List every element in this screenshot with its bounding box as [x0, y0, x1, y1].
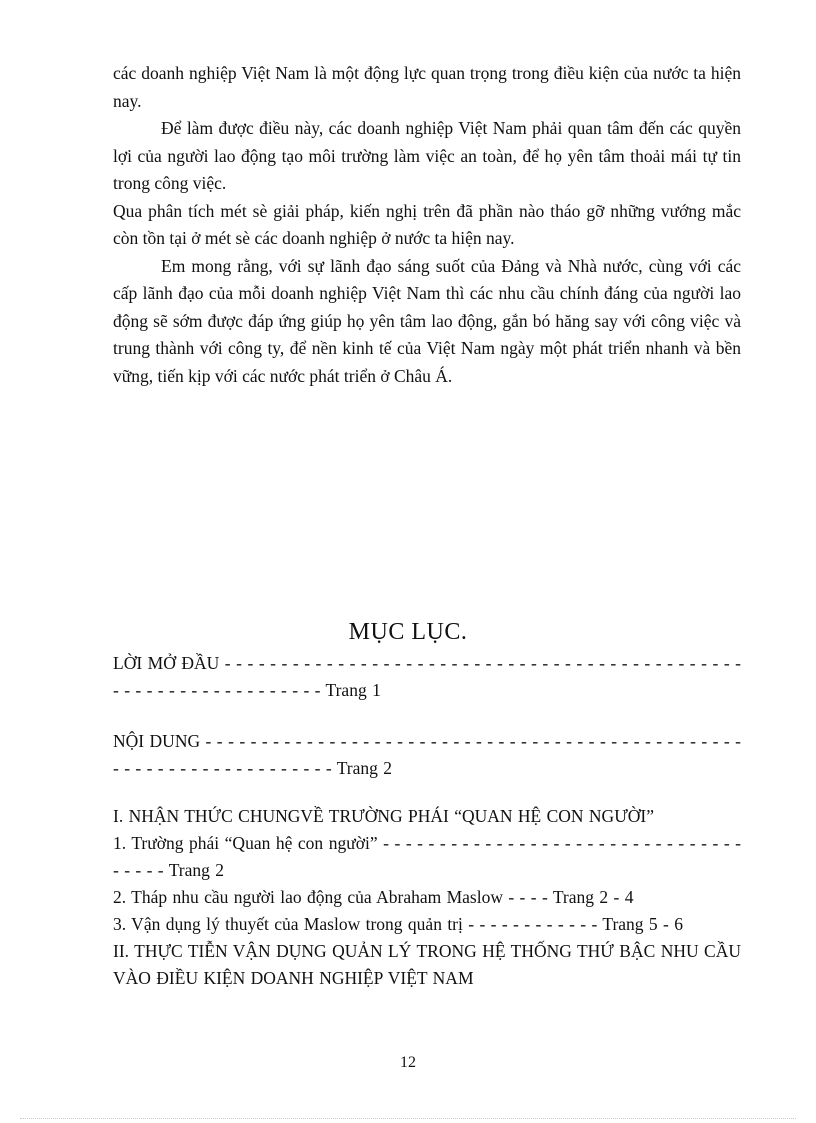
toc-item: 3. Vận dụng lý thuyết của Maslow trong quản trị - - - - - - - - - - - - Trang 5 - 6 — [113, 914, 683, 934]
paragraph: Để làm được điều này, các doanh nghiệp Việt Nam phải quan tâm đến các quyền lợi của người lao động tạo môi trường làm việc an toàn, để họ yên tâm thoải mái tự tin trong công việc. — [113, 118, 741, 193]
paragraph: các doanh nghiệp Việt Nam là một động lực quan trọng trong điều kiện của nước ta hiện nay. — [113, 63, 741, 111]
toc-item: 1. Trường phái “Quan hệ con người” - - - - - - - - - - - - - - - - - - - - - - - - - - - - - - - - - - - - - Trang 2 — [113, 833, 741, 880]
toc-entry-loi-mo-dau — [113, 650, 741, 704]
toc-sections — [113, 803, 741, 992]
paragraph: Em mong rằng, với sự lãnh đạo sáng suốt của Đảng và Nhà nước, cùng với các cấp lãnh đạo của mỗi doanh nghiệp Việt Nam thì các nhu cầu chính đáng của người lao động sẽ sớm được đáp ứng giúp họ yên tâm lao động, gắn bó hăng say với công việc và trung thành với công ty, để nền kinh tế của Việt Nam ngày một phát triển nhanh và bền vững, tiến kịp với các nước phát triển ở Châu Á. — [113, 255, 741, 386]
conclusion-text — [113, 60, 741, 390]
toc-entry-text: LỜI MỞ ĐẦU - - - - - - - - - - - - - - - - - - - - - - - - - - - - - - - - - - - - - - - - - - - - - - - - - - - - - - - - - - - - - - - - - Trang 1 — [113, 653, 741, 700]
page-border-line — [20, 1118, 796, 1119]
toc-title: MỤC LỤC. — [348, 619, 468, 645]
paragraph: Qua phân tích mét sè giải pháp, kiến nghị trên đã phần nào tháo gỡ những vướng mắc còn tồn tại ở mét sè các doanh nghiệp ở nước ta hiện nay. — [113, 200, 741, 248]
toc-item: 2. Tháp nhu cầu người lao động của Abraham Maslow - - - - Trang 2 - 4 — [113, 887, 634, 907]
toc-entry-noi-dung — [113, 728, 741, 782]
toc-section-heading: II. THỰC TIỄN VẬN DỤNG QUẢN LÝ TRONG HỆ THỐNG THỨ BẬC NHU CẦU VÀO ĐIỀU KIỆN DOANH NGHIỆP VIỆT NAM — [113, 941, 741, 988]
toc-entry-text: NỘI DUNG - - - - - - - - - - - - - - - - - - - - - - - - - - - - - - - - - - - - - - - - - - - - - - - - - - - - - - - - - - - - - - - - - - - - Trang 2 — [113, 731, 741, 778]
toc-section-heading: I. NHẬN THỨC CHUNGVỀ TRƯỜNG PHÁI “QUAN HỆ CON NGƯỜI” — [113, 806, 654, 826]
page-number: 12 — [400, 1054, 416, 1071]
